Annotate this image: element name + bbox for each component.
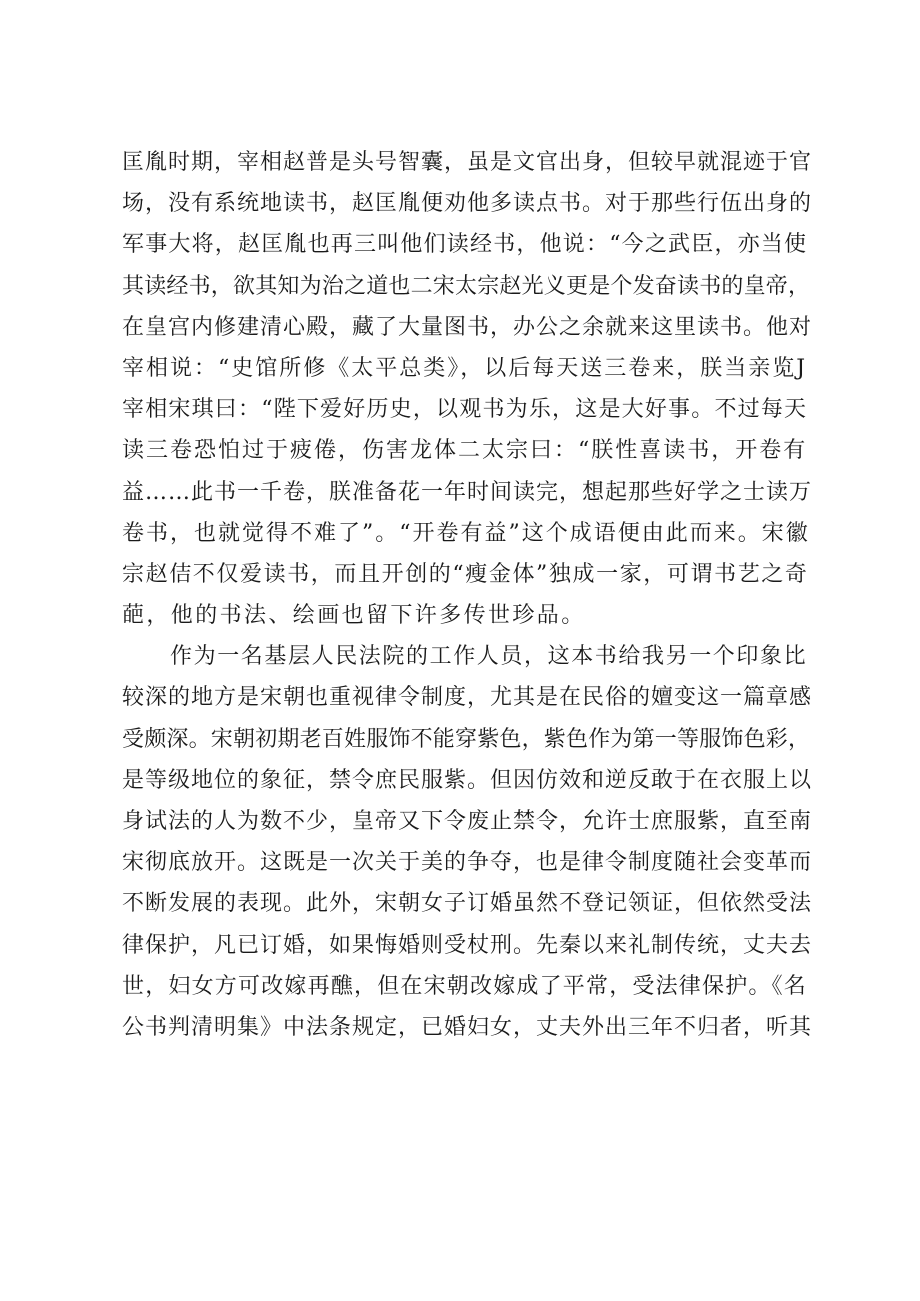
paragraph-1: [122, 142, 812, 636]
text-line: 卷书，也就觉得不难了”。“开卷有益”这个成语便由此而来。宋徽: [122, 520, 810, 546]
text-line: 军事大将，赵匡胤也再三叫他们读经书，他说：“今之武臣，亦当使: [122, 232, 808, 258]
text-line: 律保护，凡已订婚，如果悔婚则受杖刑。先秦以来礼制传统，丈夫去: [122, 932, 813, 958]
text-line: 较深的地方是宋朝也重视律令制度，尤其是在民俗的嬗变这一篇章感: [122, 685, 813, 711]
text-line: 宋彻底放开。这既是一次关于美的争夺，也是律令制度随社会变革而: [122, 850, 813, 876]
text-line: 匡胤时期，宰相赵普是头号智囊，虽是文官出身，但较早就混迹于官: [122, 150, 813, 175]
text-line: 公书判清明集》中法条规定，已婚妇女，丈夫外出三年不归者，听其: [122, 1014, 813, 1040]
text-line: 读三卷恐怕过于疲倦，伤害龙体二太宗曰：“朕性喜读书，开卷有: [122, 438, 808, 464]
text-line: 益……此书一千卷，朕准备花一年时间读完，想起那些好学之士读万: [122, 479, 813, 505]
text-line: 世，妇女方可改嫁再醮，但在宋朝改嫁成了平常，受法律保护。《名: [122, 973, 808, 999]
text-line: 身试法的人为数不少，皇帝又下令废止禁令，允许士庶服紫，直至南: [122, 809, 813, 834]
text-line: 在皇宫内修建清心殿，藏了大量图书，办公之余就来这里读书。他对: [122, 314, 813, 340]
text-line: 其读经书，欲其知为治之道也二宋太宗赵光义更是个发奋读书的皇帝，: [122, 273, 811, 299]
text-line: 葩，他的书法、绘画也留下许多传世珍品。: [122, 603, 586, 629]
text-line: 场，没有系统地读书，赵匡胤便劝他多读点书。对于那些行伍出身的: [122, 191, 813, 217]
text-line: 宰相宋琪曰：“陛下爱好历史，以观书为乐，这是大好事。不过每天: [122, 397, 808, 423]
text-line: 宰相说：“史馆所修《太平总类》，以后每天送三卷来，朕当亲览J: [122, 355, 808, 381]
text-line: 受颇深。宋朝初期老百姓服饰不能穿紫色，紫色作为第一等服饰色彩，: [122, 726, 811, 752]
body-text: [122, 142, 812, 1048]
text-line: 作为一名基层人民法院的工作人员，这本书给我另一个印象比: [170, 644, 808, 670]
text-line: 是等级地位的象征，禁令庶民服紫。但因仿效和逆反敢于在衣服上以: [122, 767, 813, 793]
paragraph-2: [122, 636, 812, 1048]
text-line: 宗赵佶不仅爱读书，而且开创的“瘦金体”独成一家，可谓书艺之奇: [122, 561, 809, 587]
text-line: 不断发展的表现。此外，宋朝女子订婚虽然不登记领证，但依然受法: [122, 891, 813, 917]
